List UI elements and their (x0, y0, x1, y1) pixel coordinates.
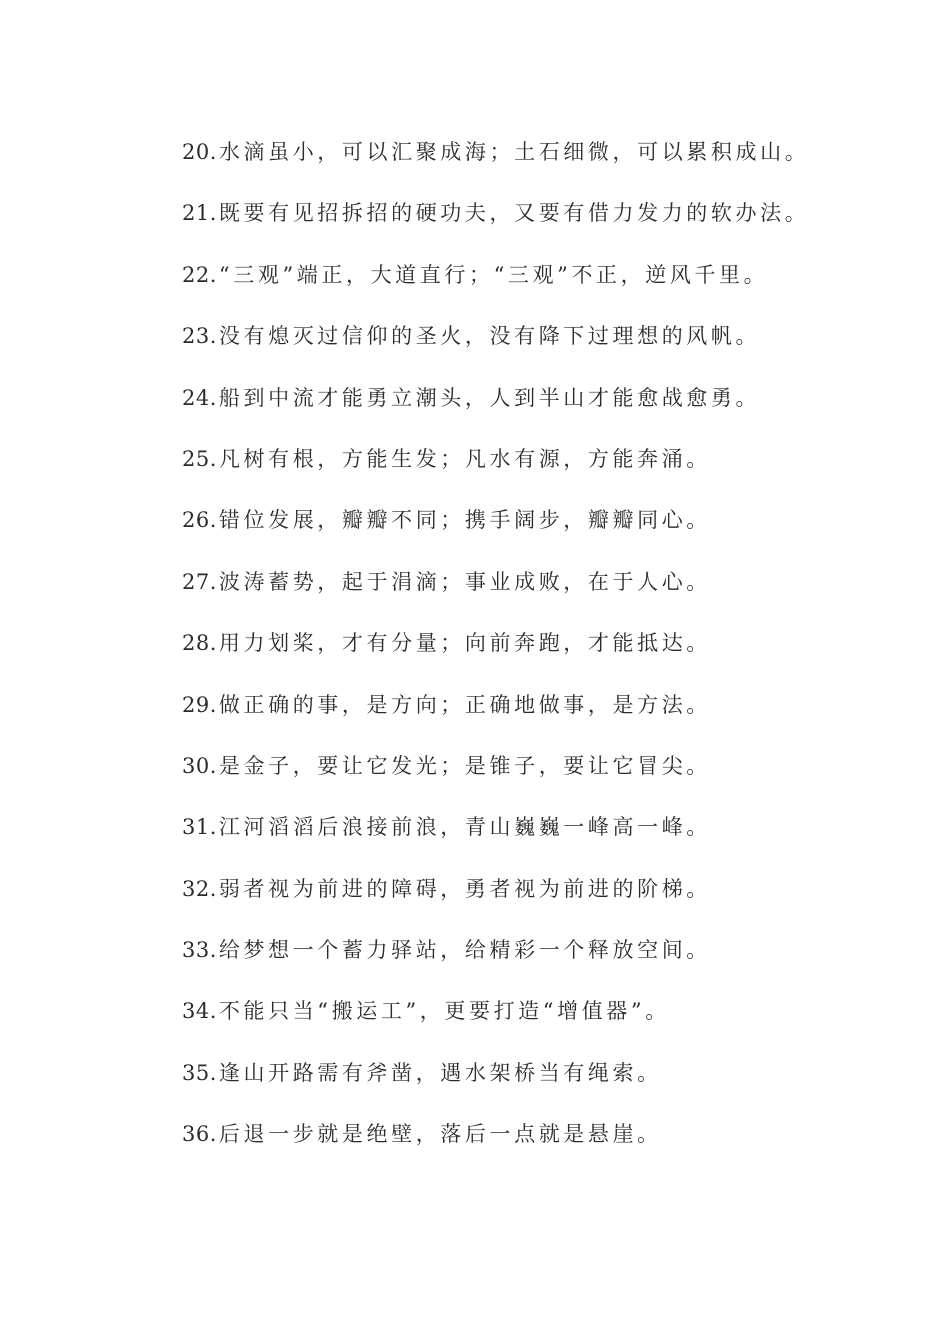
list-item (182, 132, 922, 193)
list-item (182, 623, 922, 684)
list-item (182, 562, 922, 623)
list-item (182, 378, 922, 439)
item-text: 波涛蓄势，起于涓滴；事业成败，在于人心。 (218, 569, 711, 594)
item-number: 22. (182, 262, 217, 287)
item-text: 是金子，要让它发光；是锥子，要让它冒尖。 (218, 753, 711, 778)
item-text: 做正确的事，是方向；正确地做事，是方法。 (218, 692, 711, 717)
list-item (182, 869, 922, 930)
list-item (182, 991, 922, 1052)
item-text: 凡树有根，方能生发；凡水有源，方能奔涌。 (218, 446, 711, 471)
item-number: 30. (182, 753, 217, 778)
item-text: 江河滔滔后浪接前浪，青山巍巍一峰高一峰。 (218, 815, 711, 840)
list-item (182, 1053, 922, 1114)
item-number: 27. (182, 569, 217, 594)
item-number: 32. (182, 876, 217, 901)
list-item (182, 685, 922, 746)
item-text: 错位发展，瓣瓣不同；携手阔步，瓣瓣同心。 (218, 508, 711, 533)
item-text: 船到中流才能勇立潮头，人到半山才能愈战愈勇。 (218, 385, 761, 410)
item-number: 21. (182, 201, 217, 226)
item-text: 弱者视为前进的障碍，勇者视为前进的阶梯。 (218, 876, 711, 901)
sentence-list (182, 132, 922, 1176)
list-item (182, 316, 922, 377)
item-text: “三观”端正，大道直行；“三观”不正，逆风千里。 (218, 262, 769, 287)
item-text: 既要有见招拆招的硬功夫，又要有借力发力的软办法。 (218, 201, 810, 226)
list-item (182, 746, 922, 807)
item-number: 28. (182, 631, 217, 656)
list-item (182, 500, 922, 561)
item-number: 34. (182, 999, 217, 1024)
item-number: 26. (182, 508, 217, 533)
list-item (182, 255, 922, 316)
item-text: 没有熄灭过信仰的圣火，没有降下过理想的风帆。 (218, 324, 761, 349)
item-number: 36. (182, 1122, 217, 1147)
item-number: 23. (182, 324, 217, 349)
item-text: 不能只当“搬运工”，更要打造“增值器”。 (218, 999, 670, 1024)
item-text: 水滴虽小，可以汇聚成海；土石细微，可以累积成山。 (218, 140, 810, 164)
item-text: 逢山开路需有斧凿，遇水架桥当有绳索。 (218, 1060, 662, 1085)
item-number: 25. (182, 446, 217, 471)
item-number: 29. (182, 692, 217, 717)
list-item (182, 1114, 922, 1175)
item-number: 20. (182, 140, 217, 164)
list-item (182, 930, 922, 991)
item-number: 31. (182, 815, 217, 840)
item-text: 给梦想一个蓄力驿站，给精彩一个释放空间。 (218, 938, 711, 963)
item-number: 24. (182, 385, 217, 410)
list-item (182, 193, 922, 254)
item-number: 33. (182, 938, 217, 963)
list-item (182, 807, 922, 868)
item-text: 用力划桨，才有分量；向前奔跑，才能抵达。 (218, 631, 711, 656)
list-item (182, 439, 922, 500)
item-number: 35. (182, 1060, 217, 1085)
item-text: 后退一步就是绝壁，落后一点就是悬崖。 (218, 1122, 662, 1147)
